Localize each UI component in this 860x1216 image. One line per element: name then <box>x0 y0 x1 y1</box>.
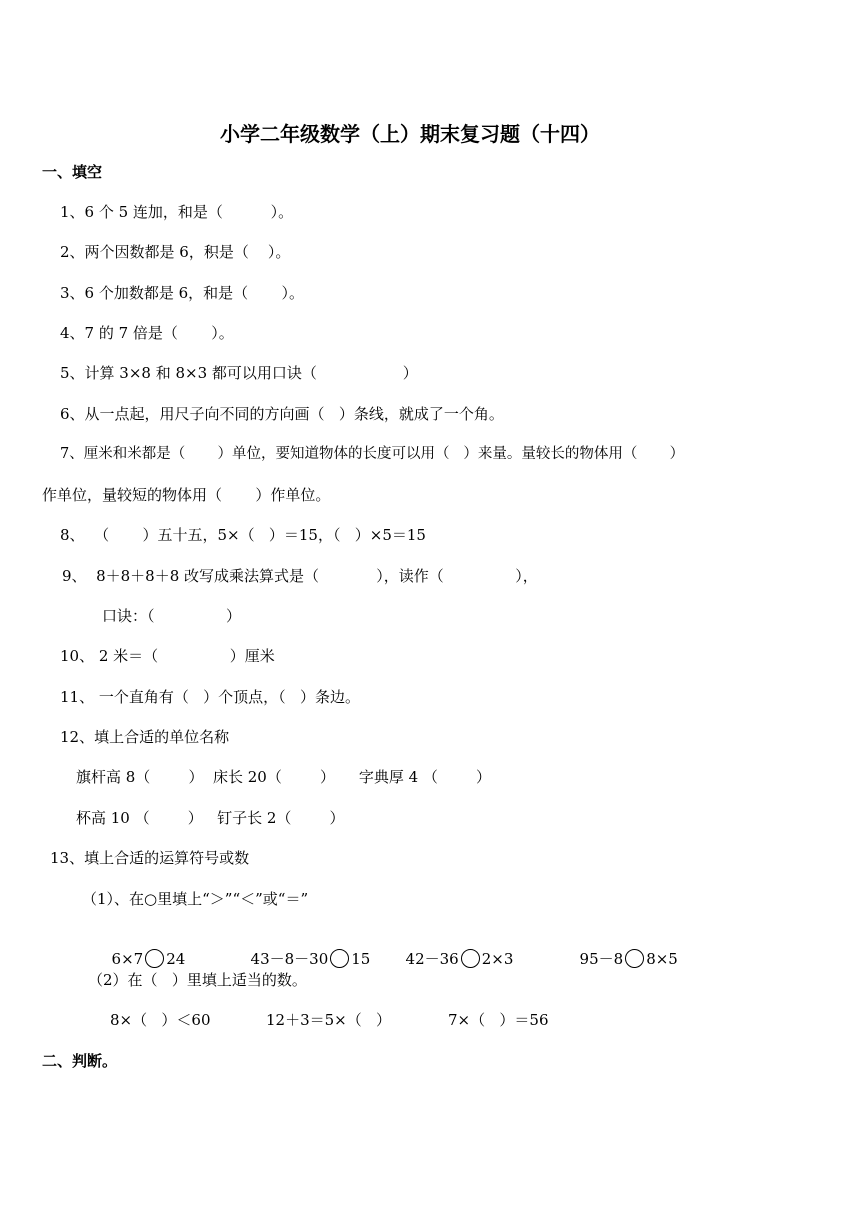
question-2: 2、两个因数都是 6，积是（ ）。 <box>60 243 291 261</box>
question-13-part-1: （1）、在○里填上“＞”“＜”或“＝” <box>82 890 309 908</box>
comparison-4-left: 95－8 <box>579 950 624 968</box>
question-12-line-b: 杯高 10 （ ） 钉子长 2（ ） <box>76 809 345 827</box>
question-9-line-2: 口诀：（ ） <box>102 607 242 625</box>
compare-circle[interactable] <box>330 949 349 968</box>
question-11: 11、 一个直角有（ ）个顶点，（ ）条边。 <box>60 688 360 706</box>
compare-circle[interactable] <box>145 949 164 968</box>
compare-circle[interactable] <box>625 949 644 968</box>
fill-number-1: 8×（ ）＜60 <box>110 1011 211 1029</box>
comparison-2 <box>241 929 370 969</box>
comparison-2-right: 15 <box>351 950 371 968</box>
question-4: 4、7 的 7 倍是（ ）。 <box>60 324 234 342</box>
fill-number-3: 7×（ ）＝56 <box>448 1011 549 1029</box>
comparison-3-left: 42－36 <box>405 950 459 968</box>
comparison-3-right: 2×3 <box>481 950 514 968</box>
question-12-line-a: 旗杆高 8（ ） 床长 20（ ） 字典厚 4 （ ） <box>76 768 492 786</box>
question-1: 1、6 个 5 连加，和是（ ）。 <box>60 203 294 221</box>
comparison-2-left: 43－8－30 <box>250 950 329 968</box>
comparison-1-right: 24 <box>166 950 186 968</box>
fill-number-2: 12＋3＝5×（ ） <box>266 1011 392 1029</box>
comparison-4 <box>570 929 678 969</box>
question-6: 6、从一点起，用尺子向不同的方向画（ ）条线，就成了一个角。 <box>60 405 504 423</box>
question-12: 12、填上合适的单位名称 <box>60 728 230 746</box>
page-title: 小学二年级数学（上）期末复习题（十四） <box>220 122 600 146</box>
question-5: 5、计算 3×8 和 8×3 都可以用口诀（ ） <box>60 364 418 382</box>
question-3: 3、6 个加数都是 6，和是（ ）。 <box>60 284 305 302</box>
comparison-3 <box>396 929 513 969</box>
question-13-part-2: （2）在（ ）里填上适当的数。 <box>88 971 307 989</box>
comparison-1 <box>102 929 185 969</box>
question-8: 8、 （ ）五十五，5×（ ）＝15，（ ）×5＝15 <box>60 526 426 544</box>
comparison-4-right: 8×5 <box>646 950 678 968</box>
comparison-1-left: 6×7 <box>111 950 144 968</box>
section-heading-fill-blank: 一、填空 <box>42 163 103 181</box>
question-10: 10、 2 米＝（ ）厘米 <box>60 647 275 665</box>
question-7-line-1: 7、厘米和米都是（ ）单位，要知道物体的长度可以用（ ）来量。量较长的物体用（ ） <box>60 446 685 462</box>
question-13: 13、填上合适的运算符号或数 <box>50 849 250 867</box>
section-heading-judgment: 二、判断。 <box>42 1052 118 1070</box>
question-7-line-2: 作单位，量较短的物体用（ ）作单位。 <box>42 486 331 504</box>
question-9-line-1: 9、 8＋8＋8＋8 改写成乘法算式是（ ），读作（ ）， <box>62 567 538 585</box>
compare-circle[interactable] <box>461 949 480 968</box>
